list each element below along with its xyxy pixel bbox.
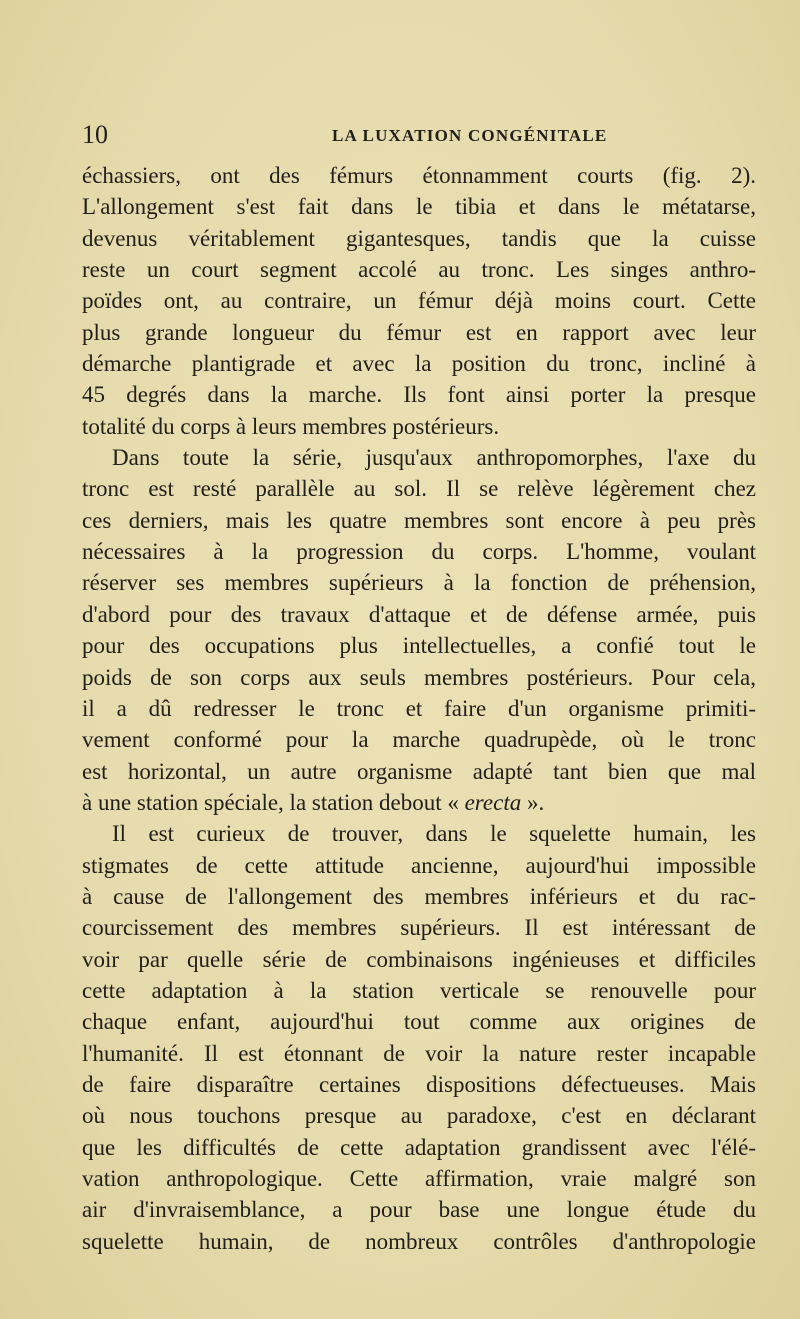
text-line-content: ces derniers, mais les quatre membres sont encore à peu près: [82, 507, 756, 533]
text-line-content: pour des occupations plus intellectuelles, a confié tout le: [82, 633, 756, 659]
text-line-content: squelette humain, de nombreux contrôles d'anthropologie: [82, 1228, 756, 1254]
text-line: [82, 944, 756, 975]
text-line-content: de faire disparaître certaines dispositions défectueuses. Mais: [82, 1071, 756, 1097]
text-line-tail: ».: [521, 789, 545, 815]
text-line: [82, 1194, 756, 1225]
text-line-content: chaque enfant, aujourd'hui tout comme aux origines de: [82, 1009, 756, 1035]
text-line: [82, 1006, 756, 1037]
text-line: [82, 442, 756, 473]
text-line-content: à une station spéciale, la station debout «: [82, 789, 465, 815]
text-line: [82, 567, 756, 598]
text-line: [82, 536, 756, 567]
text-line: [82, 348, 756, 379]
text-line-content: est horizontal, un autre organisme adapté tant bien que mal: [82, 758, 756, 784]
text-line-content: Il est curieux de trouver, dans le squelette humain, les: [112, 821, 756, 847]
text-line-content: d'abord pour des travaux d'attaque et de défense armée, puis: [82, 601, 756, 627]
text-line-content: démarche plantigrade et avec la position du tronc, incliné à: [82, 351, 756, 377]
body-text: [82, 160, 756, 1257]
text-line-content: stigmates de cette attitude ancienne, aujourd'hui impossible: [82, 852, 756, 878]
text-line-content: où nous touchons presque au paradoxe, c'est en déclarant: [82, 1103, 756, 1129]
text-line: [82, 285, 756, 316]
text-line: [82, 630, 756, 661]
italic-term: erecta: [464, 789, 522, 815]
text-line: [82, 881, 756, 912]
text-line-content: il a dû redresser le tronc et faire d'un organisme primiti-: [82, 695, 756, 721]
text-line: [82, 505, 756, 536]
text-line: [82, 787, 756, 818]
text-line-content: à cause de l'allongement des membres inférieurs et du rac-: [82, 883, 756, 909]
text-line-content: poids de son corps aux seuls membres postérieurs. Pour cela,: [82, 664, 756, 690]
text-line-content: devenus véritablement gigantesques, tandis que la cuisse: [82, 225, 756, 251]
text-line-content: tronc est resté parallèle au sol. Il se relève légèrement chez: [82, 476, 756, 502]
text-line: [82, 160, 756, 191]
text-line-content: reste un court segment accolé au tronc. Les singes anthro-: [82, 257, 756, 283]
text-line: [82, 693, 756, 724]
page-number: 10: [82, 120, 108, 149]
text-line: [82, 1132, 756, 1163]
text-line: [82, 1100, 756, 1131]
text-line: [82, 1226, 756, 1257]
text-line-content: 45 degrés dans la marche. Ils font ainsi porter la presque: [82, 382, 756, 408]
text-line-content: air d'invraisemblance, a pour base une longue étude du: [82, 1197, 756, 1223]
text-line-content: l'humanité. Il est étonnant de voir la nature rester incapable: [82, 1040, 756, 1066]
text-line: [82, 379, 756, 410]
running-title: LA LUXATION CONGÉNITALE: [332, 126, 608, 145]
text-line-content: vement conformé pour la marche quadrupède, où le tronc: [82, 727, 756, 753]
text-line: [82, 411, 756, 442]
text-line: [82, 724, 756, 755]
text-line-content: que les difficultés de cette adaptation grandissent avec l'élé-: [82, 1134, 756, 1160]
text-line: [82, 254, 756, 285]
text-line: [82, 975, 756, 1006]
text-line-content: réserver ses membres supérieurs à la fonction de préhension,: [82, 570, 756, 596]
text-line-content: voir par quelle série de combinaisons ingénieuses et difficiles: [82, 946, 756, 972]
text-line: [82, 912, 756, 943]
text-line: [82, 473, 756, 504]
text-line-content: poïdes ont, au contraire, un fémur déjà moins court. Cette: [82, 288, 756, 314]
text-line-content: courcissement des membres supérieurs. Il est intéressant de: [82, 915, 756, 941]
text-line: [82, 818, 756, 849]
text-line: [82, 662, 756, 693]
text-line: [82, 756, 756, 787]
text-line: [82, 599, 756, 630]
running-header: [82, 122, 722, 148]
text-line: [82, 191, 756, 222]
text-line: [82, 850, 756, 881]
text-line-content: nécessaires à la progression du corps. L'homme, voulant: [82, 539, 756, 565]
text-line-content: totalité du corps à leurs membres postérieurs.: [82, 413, 500, 439]
text-line: [82, 1163, 756, 1194]
text-line: [82, 1038, 756, 1069]
text-line-content: L'allongement s'est fait dans le tibia et dans le métatarse,: [82, 194, 756, 220]
text-line: [82, 317, 756, 348]
text-line-content: Dans toute la série, jusqu'aux anthropomorphes, l'axe du: [112, 445, 756, 471]
text-line-content: vation anthropologique. Cette affirmation, vraie malgré son: [82, 1166, 756, 1191]
text-line-content: échassiers, ont des fémurs étonnamment courts (fig. 2).: [82, 163, 756, 188]
text-line-content: plus grande longueur du fémur est en rapport avec leur: [82, 319, 756, 345]
text-line-content: cette adaptation à la station verticale se renouvelle pour: [82, 977, 756, 1003]
text-line: [82, 223, 756, 254]
text-line: [82, 1069, 756, 1100]
